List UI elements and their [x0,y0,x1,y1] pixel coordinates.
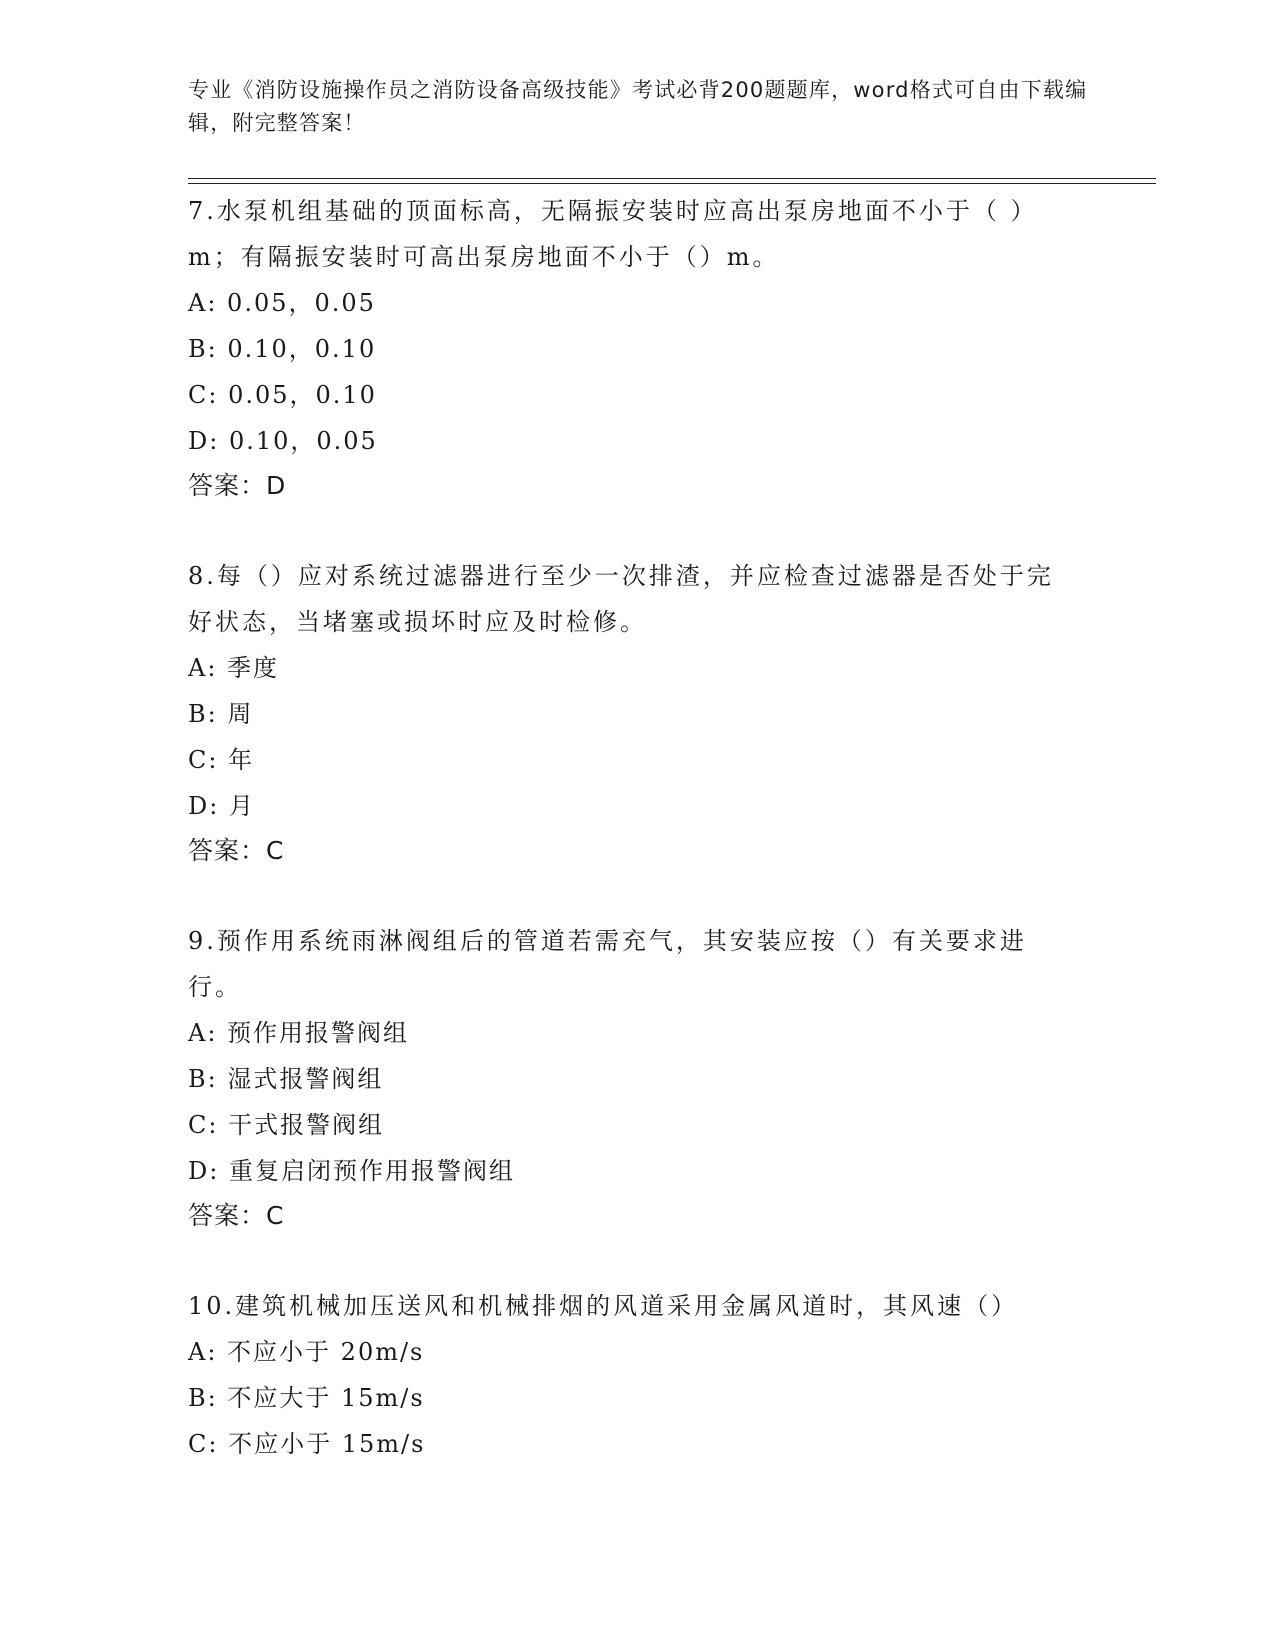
answer-label: 答案：D [188,471,287,500]
option-c: C: 0.05，0.10 [188,381,377,409]
answer-label: 答案：C [188,1201,285,1230]
option-a: A: 预作用报警阀组 [188,1019,410,1047]
option-c: C: 不应小于 15m/s [188,1430,426,1458]
option-a: A: 0.05，0.05 [188,289,376,317]
question-text: 9.预作用系统雨淋阀组后的管道若需充气，其安装应按（）有关要求进行。 [188,927,1027,1001]
option-c: C: 干式报警阀组 [188,1111,385,1139]
option-c: C: 年 [188,746,255,774]
question-text: 10.建筑机械加压送风和机械排烟的风道采用金属风道时，其风速（） [188,1292,1019,1320]
answer-label: 答案：C [188,836,285,865]
question-7 [188,188,1088,508]
option-d: D: 重复启闭预作用报警阀组 [188,1157,515,1185]
header-title: 专业《消防设施操作员之消防设备高级技能》考试必背200题题库，word格式可自由下载编辑，附完整答案！ [188,78,1088,135]
option-b: B: 周 [188,700,254,728]
option-a: A: 不应小于 20m/s [188,1338,425,1366]
header-divider-bottom [188,183,1156,184]
question-text: 7.水泵机组基础的顶面标高，无隔振安装时应高出泵房地面不小于（ ）m；有隔振安装时可高出泵房地面不小于（）m。 [188,197,1038,271]
question-9 [188,918,1088,1238]
header-divider-top [188,178,1156,179]
document-header [188,74,1088,140]
option-b: B: 湿式报警阀组 [188,1065,384,1093]
option-b: B: 不应大于 15m/s [188,1384,425,1412]
option-d: D: 0.10，0.05 [188,427,378,455]
option-b: B: 0.10，0.10 [188,335,377,363]
question-text: 8.每（）应对系统过滤器进行至少一次排渣，并应检查过滤器是否处于完好状态，当堵塞或损坏时应及时检修。 [188,562,1054,636]
question-10 [188,1283,1088,1467]
question-list [188,188,1088,1467]
option-d: D: 月 [188,792,255,820]
question-8 [188,553,1088,873]
option-a: A: 季度 [188,654,280,682]
